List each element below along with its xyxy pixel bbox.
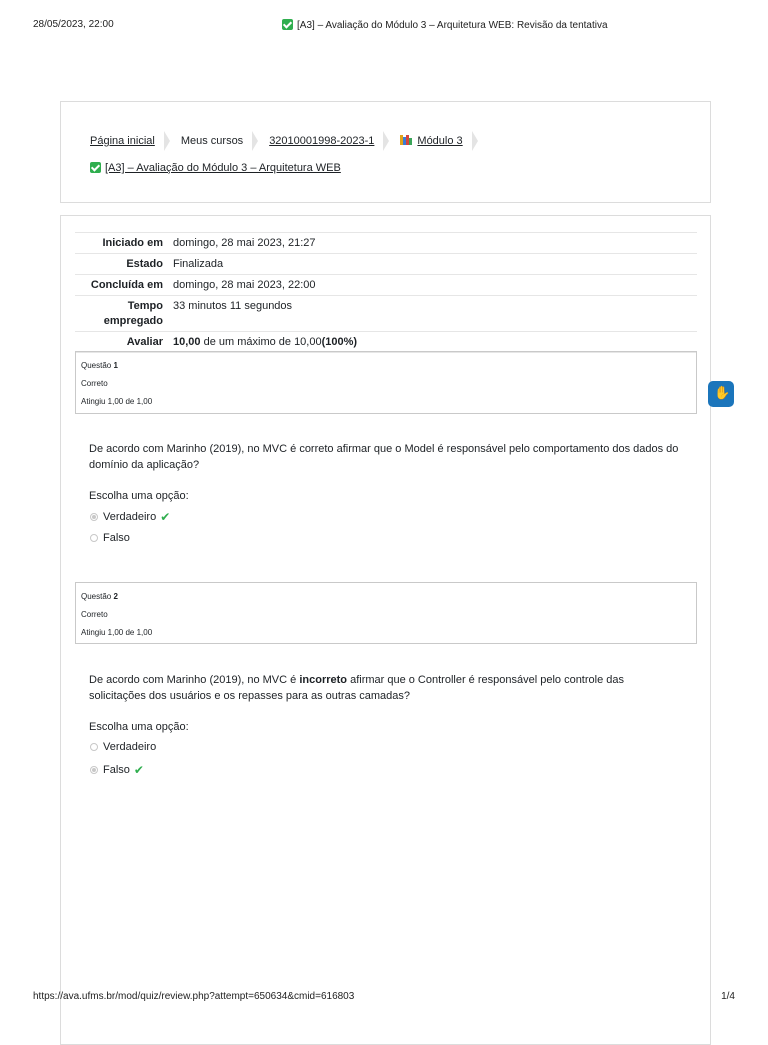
summary-row-state [75,253,697,274]
option-verdadeiro[interactable] [90,510,170,524]
radio-button[interactable] [90,766,98,774]
question-grade: Atingiu 1,00 de 1,00 [81,628,153,637]
print-header [0,19,768,35]
summary-label: Concluída em [90,279,163,291]
summary-value: domingo, 28 mai 2023, 21:27 [173,237,316,249]
print-title: [A3] – Avaliação do Módulo 3 – Arquitetura WEB: Revisão da tentativa [282,19,608,31]
breadcrumb-separator [164,131,172,151]
summary-row-completed [75,274,697,295]
breadcrumb-separator [252,131,260,151]
summary-row-time-taken [75,295,697,331]
question-number: Questão 1 [81,361,118,370]
attempt-summary-table [75,232,697,353]
question-text: De acordo com Marinho (2019), no MVC é correto afirmar que o Model é responsável pelo comportamento dos dados do domínio da aplicação? [89,443,679,471]
breadcrumb-separator [383,131,391,151]
quiz-review-card [60,215,711,1045]
checkbox-icon [90,162,101,173]
question-grade: Atingiu 1,00 de 1,00 [81,397,153,406]
breadcrumb-module[interactable]: Módulo 3 [400,135,462,147]
print-date: 28/05/2023, 22:00 [33,19,114,30]
accessibility-hand-icon[interactable] [708,381,734,407]
print-page-number: 1/4 [721,991,735,1002]
breadcrumb-course[interactable]: 32010001998-2023-1 [269,135,375,147]
option-label: Verdadeiro [103,741,157,753]
books-icon [400,135,413,145]
breadcrumb-home[interactable]: Página inicial [90,135,155,147]
breadcrumb-separator [472,131,480,151]
question-info-box [75,582,697,644]
option-falso[interactable] [90,763,144,777]
question-status: Correto [81,610,108,619]
summary-row-started [75,232,697,253]
summary-row-grade [75,331,697,353]
option-label: Falso [103,764,130,776]
summary-value: domingo, 28 mai 2023, 22:00 [173,279,316,291]
radio-button[interactable] [90,513,98,521]
question-number: Questão 2 [81,592,118,601]
option-falso[interactable] [90,532,130,544]
summary-value: 10,00 de um máximo de 10,00(100%) [173,336,358,348]
summary-label: Avaliar [126,336,163,348]
choose-option-label: Escolha uma opção: [89,490,189,502]
correct-check-icon: ✔ [160,510,171,524]
print-url: https://ava.ufms.br/mod/quiz/review.php?attempt=650634&cmid=616803 [33,991,355,1002]
radio-button[interactable] [90,743,98,751]
option-label: Falso [103,532,130,544]
choose-option-label: Escolha uma opção: [89,721,189,733]
summary-value: Finalizada [173,258,224,270]
breadcrumb-card [60,101,711,203]
summary-label: Iniciado em [102,237,163,249]
option-label: Verdadeiro [103,511,157,523]
question-info-box [75,351,697,414]
summary-value: 33 minutos 11 segundos [173,300,293,312]
breadcrumb-activity[interactable]: [A3] – Avaliação do Módulo 3 – Arquitetura WEB [90,162,341,174]
breadcrumb-my-courses: Meus cursos [180,135,244,147]
question-text: De acordo com Marinho (2019), no MVC é incorreto afirmar que o Controller é responsável pelo controle das solicitações dos usuários e os repasses para as outras camadas? [89,674,624,702]
option-verdadeiro[interactable] [90,741,156,753]
question-status: Correto [81,379,108,388]
summary-label: Estado [126,258,163,270]
checkbox-icon [282,19,293,30]
correct-check-icon: ✔ [133,763,144,777]
print-footer [0,991,768,1005]
breadcrumb [90,131,489,151]
summary-label: Tempo empregado [103,300,163,327]
radio-button[interactable] [90,534,98,542]
